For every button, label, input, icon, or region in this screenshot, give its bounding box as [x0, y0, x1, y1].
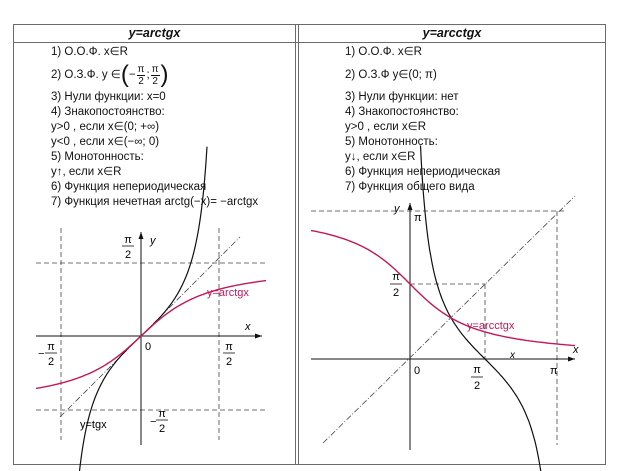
left-prop-parity: 7) Функция нечетная arctg(−x)= −arctgx: [51, 196, 259, 208]
right-prop-parity: 7) Функция общего вида: [345, 181, 475, 193]
bisector-line: [323, 196, 575, 443]
left-prop-range-label: 2) О.З.Ф. y ∈: [51, 68, 121, 81]
tg-label: y=tgx: [80, 419, 107, 431]
right-prop-monotony-dec: y↓, если x∈R: [345, 151, 416, 163]
left-prop-sign: 4) Знакопостоянство:: [51, 106, 165, 118]
arcctg-label: y=arcctgx: [467, 320, 515, 332]
minus-text: −: [150, 416, 157, 428]
two-text: 2: [225, 356, 233, 368]
left-range-minus: −: [128, 68, 136, 81]
pi-text: π: [225, 341, 233, 353]
left-range-sep: ;: [146, 68, 150, 81]
two-text: 2: [124, 249, 132, 261]
arcctg-curve: [311, 231, 575, 346]
right-prop-sign-pos: y>0 , если x∈R: [345, 121, 426, 133]
left-origin: 0: [145, 341, 152, 353]
left-y-label: y: [150, 235, 156, 247]
pi-text: π: [473, 364, 481, 376]
left-paren-close: ): [160, 61, 169, 88]
right-prop-domain: 1) О.О.Ф. x∈R: [345, 46, 422, 58]
right-prop-range: 2) О.З.Ф y∈(0; π): [345, 68, 437, 81]
left-prop-periodicity: 6) Функция непериодическая: [51, 181, 207, 193]
frac-numerator: π: [151, 63, 159, 75]
right-prop-monotony: 5) Монотонность:: [345, 136, 438, 148]
frac-numerator: π: [137, 63, 145, 75]
left-prop-sign-neg: y<0 , если x∈(−∞; 0): [51, 136, 160, 148]
right-pi-y: π: [414, 212, 422, 224]
x-axis-arrow: [568, 357, 575, 362]
minus-text: −: [38, 348, 45, 360]
pi-text: π: [158, 408, 166, 420]
pi-text: π: [124, 234, 132, 246]
y-axis-arrow: [408, 203, 413, 210]
right-x-label: x: [573, 344, 579, 356]
right-y-label: y: [394, 203, 400, 215]
frac-denominator: 2: [152, 75, 158, 87]
left-prop-sign-pos: y>0 , если x∈(0; +∞): [51, 121, 160, 133]
right-x-label-2: x: [510, 350, 515, 361]
left-column-title: y=arctgx: [128, 26, 181, 40]
left-prop-monotony-inc: y↑, если x∈R: [51, 166, 122, 178]
pi-text: π: [392, 271, 400, 283]
right-prop-zeros: 3) Нули функции: нет: [345, 91, 459, 103]
two-text: 2: [158, 423, 166, 435]
right-origin: 0: [414, 365, 421, 377]
right-prop-periodicity: 6) Функция непериодическая: [345, 166, 501, 178]
two-text: 2: [47, 356, 55, 368]
two-text: 2: [392, 287, 400, 299]
right-prop-sign: 4) Знакопостоянство:: [345, 106, 459, 118]
frac-denominator: 2: [138, 75, 144, 87]
left-prop-monotony: 5) Монотонность:: [51, 151, 144, 163]
label-pi-half-x: [471, 364, 483, 392]
right-pi-x: π: [550, 365, 558, 377]
two-text: 2: [473, 380, 481, 392]
left-x-label: x: [245, 321, 251, 333]
left-paren-open: (: [120, 61, 129, 88]
right-column-title: y=arcctgx: [422, 26, 482, 40]
ctg-curve: [421, 146, 549, 471]
left-prop-zeros: 3) Нули функции: x=0: [51, 91, 166, 103]
left-prop-domain: 1) О.О.Ф. x∈R: [51, 46, 128, 58]
pi-text: π: [47, 341, 55, 353]
arctg-label: y=arctgx: [207, 287, 249, 299]
